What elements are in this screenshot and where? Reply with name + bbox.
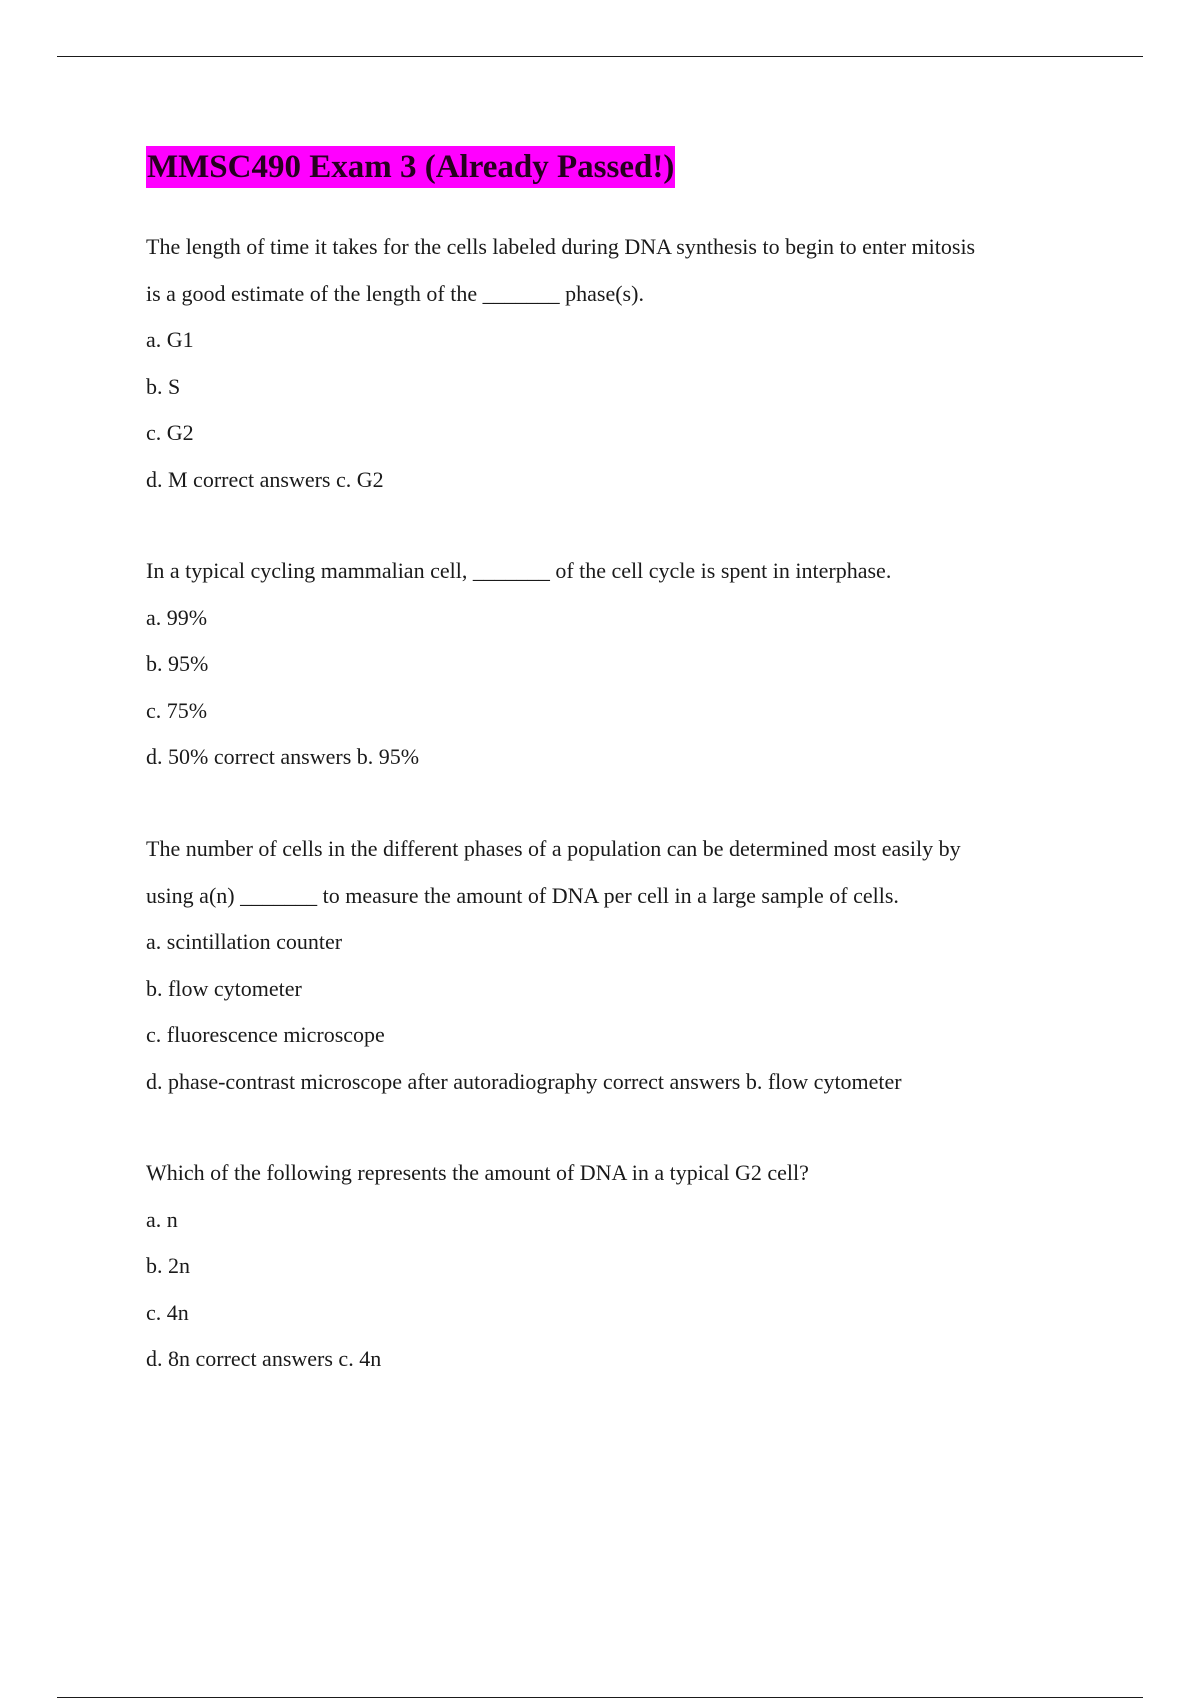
option-c: c. fluorescence microscope <box>146 1022 385 1047</box>
question-text: Which of the following represents the amount of DNA in a typical G2 cell? <box>146 1160 809 1185</box>
question-2 <box>146 548 1076 781</box>
question-4 <box>146 1150 1076 1383</box>
option-b: b. 95% <box>146 651 209 676</box>
option-a: a. G1 <box>146 327 194 352</box>
question-text-continued: using a(n) _______ to measure the amount of DNA per cell in a large sample of cells. <box>146 882 899 908</box>
option-b: b. S <box>146 373 181 399</box>
option-b: b. flow cytometer <box>146 975 302 1001</box>
option-d-with-answer: d. 8n correct answers c. 4n <box>146 1346 382 1371</box>
option-b: b. 2n <box>146 1253 190 1278</box>
option-d-with-answer: d. phase-contrast microscope after autoradiography correct answers b. flow cytometer <box>146 1068 902 1094</box>
question-3 <box>146 826 1076 1105</box>
question-text: The number of cells in the different phases of a population can be determined most easily by <box>146 836 961 861</box>
question-1 <box>146 224 1076 503</box>
page-title: MMSC490 Exam 3 (Already Passed!) <box>146 146 675 188</box>
option-d-with-answer: d. 50% correct answers b. 95% <box>146 744 420 769</box>
option-c: c. 75% <box>146 697 208 723</box>
footer-rule <box>57 1697 1143 1698</box>
option-a: a. n <box>146 1206 178 1232</box>
question-text: The length of time it takes for the cells labeled during DNA synthesis to begin to enter mitosis <box>146 234 976 259</box>
option-d-with-answer: d. M correct answers c. G2 <box>146 466 384 492</box>
question-text: In a typical cycling mammalian cell, _______ of the cell cycle is spent in interphase. <box>146 558 892 583</box>
option-c: c. 4n <box>146 1299 189 1325</box>
option-c: c. G2 <box>146 420 194 445</box>
option-a: a. scintillation counter <box>146 929 343 954</box>
header-rule <box>57 56 1143 57</box>
question-text-continued: is a good estimate of the length of the _______ phase(s). <box>146 280 644 306</box>
option-a: a. 99% <box>146 604 208 630</box>
